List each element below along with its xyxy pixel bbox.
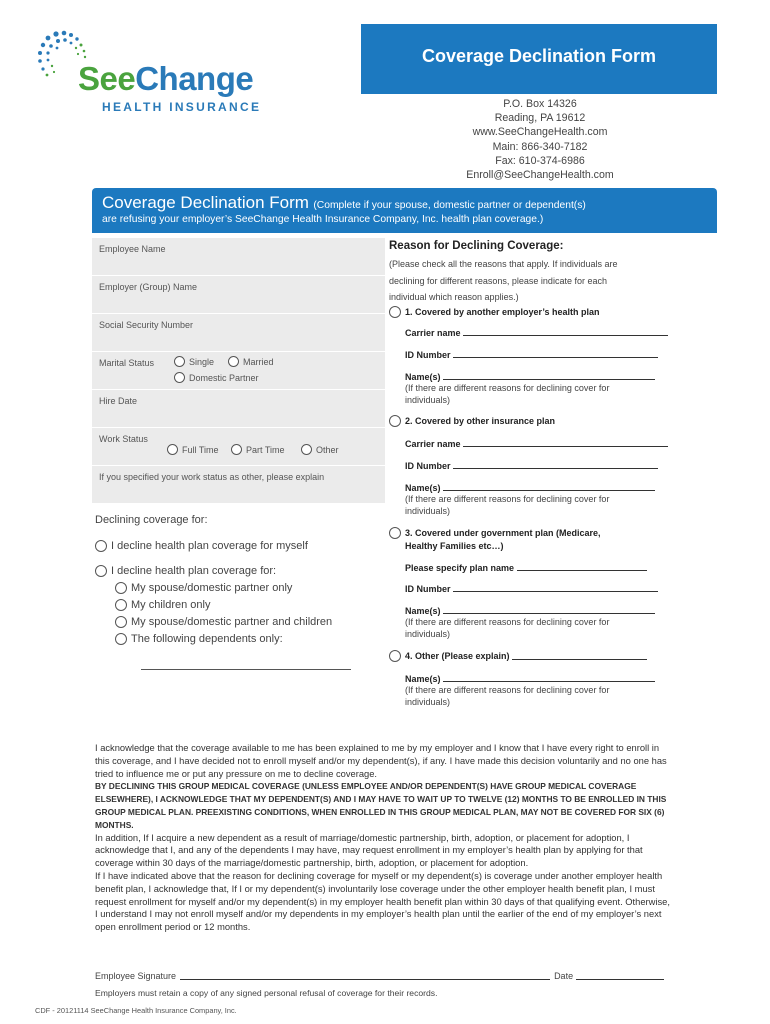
reason-4-option[interactable] bbox=[389, 650, 717, 662]
decline-spouse-children-option[interactable] bbox=[95, 613, 385, 630]
fax-line: Fax: 610-374-6986 bbox=[495, 154, 585, 167]
option-label: I decline health plan coverage for myself bbox=[111, 539, 308, 552]
id-number-label: ID Number bbox=[405, 349, 451, 360]
names-field[interactable] bbox=[389, 482, 717, 517]
reasons-header: Reason for Declining Coverage: bbox=[389, 240, 564, 252]
ack-paragraph: In addition, If I acquire a new dependent as a result of marriage/domestic partnership, birth, adoption, or placement for adoption, I acknowledge that I, and any of the dependents I may have, may request enrollment in my employer’s health plan by applying for that coverage within 30 days of the marriage/domestic partnership, birth, adoption, or placement for adoption. bbox=[95, 832, 643, 869]
retain-note: Employers must retain a copy of any signed personal refusal of coverage for their records. bbox=[95, 988, 438, 998]
banner-subtitle-start: (Complete if your spouse, domestic partner or dependent(s) bbox=[313, 200, 586, 211]
reason-2-option[interactable] bbox=[389, 415, 717, 427]
different-reasons-note bbox=[405, 684, 717, 708]
marital-married-option[interactable] bbox=[228, 356, 274, 367]
reason-1-label: 1. Covered by another employer’s health plan bbox=[405, 306, 600, 317]
radio-icon[interactable] bbox=[95, 540, 107, 552]
option-label: My spouse/domestic partner and children bbox=[131, 615, 333, 628]
option-label: Part Time bbox=[246, 444, 285, 455]
marital-status-field bbox=[92, 352, 385, 390]
work-status-field bbox=[92, 428, 385, 466]
signature-line[interactable] bbox=[180, 971, 550, 980]
employer-name-field[interactable] bbox=[92, 276, 385, 314]
option-label: My spouse/domestic partner only bbox=[131, 581, 293, 594]
option-label: Single bbox=[189, 356, 215, 367]
option-label: Full Time bbox=[182, 444, 219, 455]
carrier-name-field[interactable] bbox=[389, 327, 717, 338]
hire-date-label: Hire Date bbox=[99, 396, 138, 406]
plan-name-field[interactable] bbox=[389, 562, 717, 573]
radio-icon[interactable] bbox=[115, 616, 127, 628]
logo-name bbox=[78, 60, 253, 98]
note-line: individuals) bbox=[405, 505, 451, 516]
radio-icon[interactable] bbox=[389, 415, 401, 427]
reasons-section bbox=[389, 238, 717, 708]
hire-date-field[interactable] bbox=[92, 390, 385, 428]
radio-icon[interactable] bbox=[174, 372, 185, 383]
radio-icon[interactable] bbox=[389, 650, 401, 662]
work-fulltime-option[interactable] bbox=[167, 444, 219, 455]
logo bbox=[34, 28, 314, 118]
option-label: Other bbox=[316, 444, 339, 455]
website-link[interactable]: www.SeeChangeHealth.com bbox=[472, 126, 608, 139]
reason-4-label: 4. Other (Please explain) bbox=[405, 650, 510, 661]
reason-3-label-cont: Healthy Families etc…) bbox=[405, 540, 504, 551]
ssn-label: Social Security Number bbox=[99, 320, 194, 330]
banner-subtitle-end: are refusing your employer’s SeeChange Health Insurance Company, Inc. health plan coverage.) bbox=[102, 214, 544, 225]
id-number-field[interactable] bbox=[389, 583, 717, 594]
radio-icon[interactable] bbox=[231, 444, 242, 455]
date-label: Date bbox=[554, 971, 574, 981]
radio-icon[interactable] bbox=[174, 356, 185, 367]
option-label: Domestic Partner bbox=[189, 372, 259, 383]
different-reasons-note bbox=[405, 493, 717, 517]
logo-name-change: Change bbox=[135, 60, 254, 97]
work-other-option[interactable] bbox=[301, 444, 339, 455]
carrier-name-label: Carrier name bbox=[405, 327, 461, 338]
radio-icon[interactable] bbox=[389, 306, 401, 318]
email-link[interactable]: Enroll@SeeChangeHealth.com bbox=[466, 169, 614, 182]
declining-coverage-section bbox=[95, 514, 385, 670]
dependents-input-line[interactable] bbox=[141, 669, 351, 670]
reason-2-label: 2. Covered by other insurance plan bbox=[405, 415, 556, 426]
note-line: (If there are different reasons for declining cover for bbox=[405, 493, 610, 504]
employee-name-label: Employee Name bbox=[99, 244, 166, 254]
reason-1-option[interactable] bbox=[389, 306, 717, 318]
radio-icon[interactable] bbox=[115, 582, 127, 594]
radio-icon[interactable] bbox=[389, 527, 401, 539]
work-parttime-option[interactable] bbox=[231, 444, 285, 455]
signature-label: Employee Signature bbox=[95, 971, 177, 981]
radio-icon[interactable] bbox=[228, 356, 239, 367]
decline-myself-option[interactable] bbox=[95, 537, 385, 554]
radio-icon[interactable] bbox=[167, 444, 178, 455]
employer-name-label: Employer (Group) Name bbox=[99, 282, 198, 292]
employee-fields bbox=[92, 238, 385, 504]
radio-icon[interactable] bbox=[301, 444, 312, 455]
employee-name-field[interactable] bbox=[92, 238, 385, 276]
marital-domestic-option[interactable] bbox=[174, 372, 259, 383]
id-number-field[interactable] bbox=[389, 460, 717, 471]
names-label: Name(s) bbox=[405, 673, 441, 684]
decline-dependents-option[interactable] bbox=[95, 630, 385, 647]
id-number-label: ID Number bbox=[405, 460, 451, 471]
reasons-note-line: declining for different reasons, please indicate for each bbox=[389, 275, 607, 286]
note-line: individuals) bbox=[405, 394, 451, 405]
footer-text: CDF - 20121114 SeeChange Health Insurance Company, Inc. bbox=[35, 1006, 237, 1015]
work-status-label: Work Status bbox=[99, 434, 148, 444]
reason-3-option[interactable] bbox=[389, 527, 717, 539]
radio-icon[interactable] bbox=[95, 565, 107, 577]
reason-3-label: 3. Covered under government plan (Medicare, bbox=[405, 527, 601, 538]
option-label: I decline health plan coverage for: bbox=[111, 564, 277, 577]
reasons-note bbox=[389, 256, 717, 306]
company-address bbox=[440, 97, 640, 182]
option-label: The following dependents only: bbox=[131, 632, 283, 645]
names-label: Name(s) bbox=[405, 482, 441, 493]
section-banner bbox=[92, 188, 717, 233]
declining-header: Declining coverage for: bbox=[95, 514, 208, 526]
date-line[interactable] bbox=[576, 971, 664, 980]
form-title: Coverage Declination Form bbox=[421, 46, 657, 66]
ssn-field[interactable] bbox=[92, 314, 385, 352]
acknowledgement-text bbox=[95, 742, 675, 934]
names-label: Name(s) bbox=[405, 605, 441, 616]
note-line: (If there are different reasons for declining cover for bbox=[405, 616, 610, 627]
form-title-bar bbox=[361, 24, 717, 94]
names-field[interactable] bbox=[389, 605, 717, 640]
id-number-field[interactable] bbox=[389, 349, 717, 360]
reasons-note-line: individual which reason applies.) bbox=[389, 292, 519, 302]
radio-icon[interactable] bbox=[115, 599, 127, 611]
explain-label: If you specified your work status as other, please explain bbox=[99, 472, 325, 482]
address-line: P.O. Box 14326 bbox=[503, 98, 577, 110]
decline-others-option[interactable] bbox=[95, 562, 385, 579]
marital-single-option[interactable] bbox=[174, 356, 214, 367]
names-label: Name(s) bbox=[405, 371, 441, 382]
decline-spouse-option[interactable] bbox=[95, 579, 385, 596]
address-line: Reading, PA 19612 bbox=[494, 112, 586, 125]
ack-bold-paragraph: BY DECLINING THIS GROUP MEDICAL COVERAGE (UNLESS EMPLOYEE AND/OR DEPENDENT(S) HAVE GROUP MEDICAL COVERAGE ELSEWHERE), I ACKNOWLEDGE THAT MY DEPENDENT(S) AND I MAY HAVE TO WAIT UP TO TWELVE (12) MONTHS TO BE ENROLLED IN THIS GROUP MEDICAL PLAN. PREEXISTING CONDITIONS, WHEN ENROLLED IN THIS GROUP MEDICAL PLAN, MAY NOT BE COVERED FOR SIX (6) MONTHS. bbox=[95, 781, 667, 830]
id-number-label: ID Number bbox=[405, 583, 451, 594]
ack-paragraph: If I have indicated above that the reason for declining coverage for myself or my dependent(s) is coverage under another employer health benefit plan, I acknowledge that, If I or my dependent(s) involuntarily lose coverage under the other employer health benefit plan, I must request enrollment for myself and/or my dependent(s) in my employer health benefit plan within 30 days of that qualifying event. Otherwise, I understand I may not enroll myself and/or my dependents in my employer’s health plan until the earlier of the end of my employer’s next open enrollment period or 12 months. bbox=[95, 870, 670, 933]
different-reasons-note bbox=[405, 382, 717, 406]
decline-children-option[interactable] bbox=[95, 596, 385, 613]
note-line: (If there are different reasons for declining cover for bbox=[405, 684, 610, 695]
phone-line: Main: 866-340-7182 bbox=[492, 140, 588, 153]
logo-name-see: See bbox=[78, 60, 136, 97]
ack-paragraph: I acknowledge that the coverage available to me has been explained to me by my employer and I know that I have every right to enroll in this coverage, and I have decided not to enroll myself and/or my dependent(s), if any. I have made this decision voluntarily and no one has tried to influence me or put any pressure on me to decline coverage. bbox=[95, 743, 667, 779]
logo-subtitle: HEALTH INSURANCE bbox=[102, 100, 262, 114]
reasons-note-line: (Please check all the reasons that apply. If individuals are bbox=[389, 259, 618, 269]
note-line: (If there are different reasons for declining cover for bbox=[405, 382, 610, 393]
marital-status-label: Marital Status bbox=[99, 358, 155, 368]
different-reasons-note bbox=[405, 616, 717, 640]
option-label: Married bbox=[243, 356, 274, 367]
carrier-name-label: Carrier name bbox=[405, 438, 461, 449]
names-field[interactable] bbox=[389, 673, 717, 708]
carrier-name-field[interactable] bbox=[389, 438, 717, 449]
plan-name-label: Please specify plan name bbox=[405, 562, 515, 573]
banner-title: Coverage Declination Form bbox=[102, 193, 309, 212]
signature-row bbox=[95, 971, 675, 981]
work-status-explain-field[interactable] bbox=[92, 466, 385, 504]
note-line: individuals) bbox=[405, 628, 451, 639]
note-line: individuals) bbox=[405, 696, 451, 707]
names-field[interactable] bbox=[389, 371, 717, 406]
option-label: My children only bbox=[131, 598, 211, 611]
radio-icon[interactable] bbox=[115, 633, 127, 645]
